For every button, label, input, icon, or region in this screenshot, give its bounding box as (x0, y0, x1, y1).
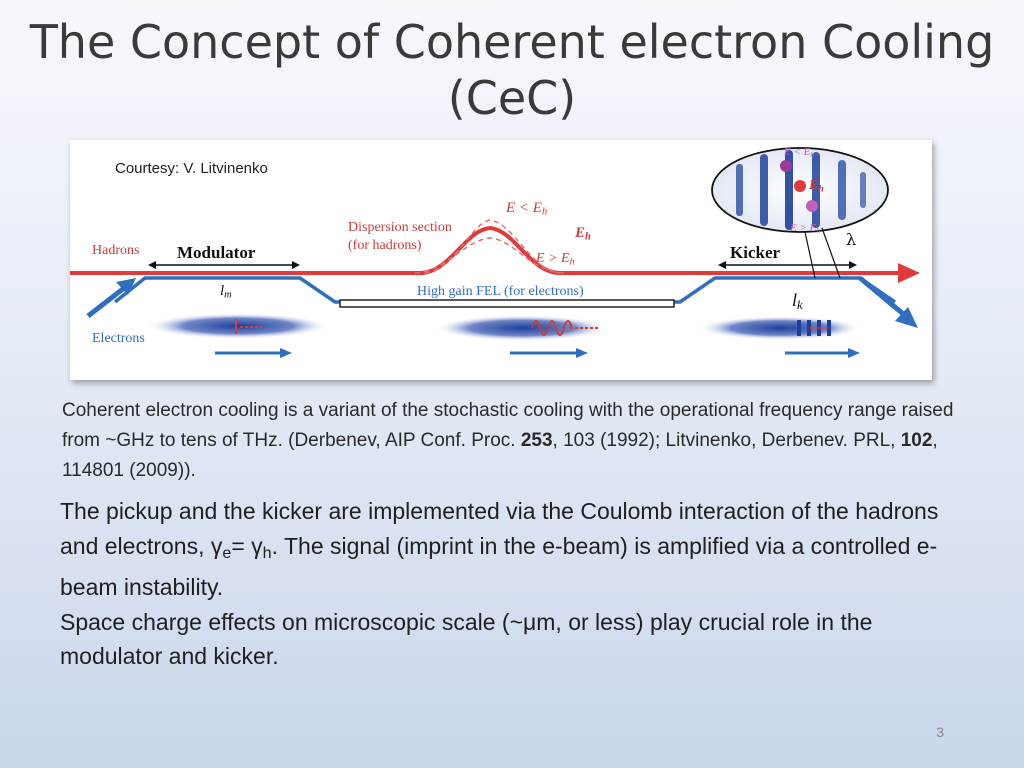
reference-paragraph: Coherent electron cooling is a variant of the stochastic cooling with the operational frequency range raised from ~GHz to tens of THz. (Derbenev, AIP Conf. Proc. 253, 103 (1992); Litvinenko, Derbenev. PRL, 102, 114801 (2009)). (62, 400, 954, 481)
dispersion-label: Dispersion section (for hadrons) (348, 220, 452, 253)
inset-eh-label: $E_h$ (809, 178, 824, 195)
lambda-label: λ (846, 230, 857, 249)
hadron-dot-inset (794, 180, 806, 192)
e-gt-eh-label: $E > E_h$ (536, 251, 575, 268)
e-lt-eh-label: $E < E_h$ (506, 200, 548, 218)
body-paragraph-1: The pickup and the kicker are implemented via the Coulomb interaction of the hadrons and electrons, $\gamma_e= \gamma_h$. The signal (imprint in the e-beam) is amplified via a controlled e-beam instability. (60, 498, 939, 601)
inset-e-gt-label: $E > E_h$ (790, 222, 821, 235)
cec-schematic-figure (70, 140, 932, 380)
fel-label: High gain FEL (for electrons) (417, 284, 584, 299)
title-line-1: The Concept of Coherent electron Cooling (29, 15, 995, 69)
modulator-label: Modulator (177, 243, 256, 262)
page-number: 3 (936, 724, 944, 740)
eh-label: $E_h$ (575, 225, 591, 243)
electron-in-arrow (88, 285, 128, 316)
electron-bunch-kicker (698, 316, 862, 340)
fel-pipe (340, 300, 674, 307)
hadrons-label: Hadrons (92, 243, 140, 258)
slide-title (0, 14, 1024, 126)
hadron-out-arrowhead (898, 263, 920, 283)
body-text (60, 494, 980, 674)
body-paragraph-2: Space charge effects on microscopic scale (~μm, or less) play crucial role in the modulator and kicker. (60, 608, 873, 670)
kicker-label: Kicker (730, 243, 781, 262)
inset-pointer-right (822, 228, 840, 278)
electrons-label: Electrons (92, 331, 145, 346)
inset-e-lt-label: $E < E_h$ (784, 146, 815, 159)
electron-bunch-modulator (146, 313, 330, 339)
electron-bunch-fel (434, 315, 610, 341)
title-line-2: (CeC) (447, 71, 577, 125)
courtesy-label: Courtesy: V. Litvinenko (115, 160, 268, 177)
lm-label: $l_m$ (220, 283, 232, 301)
lk-label: $l_k$ (792, 290, 803, 313)
electron-out-arrow (860, 278, 908, 318)
